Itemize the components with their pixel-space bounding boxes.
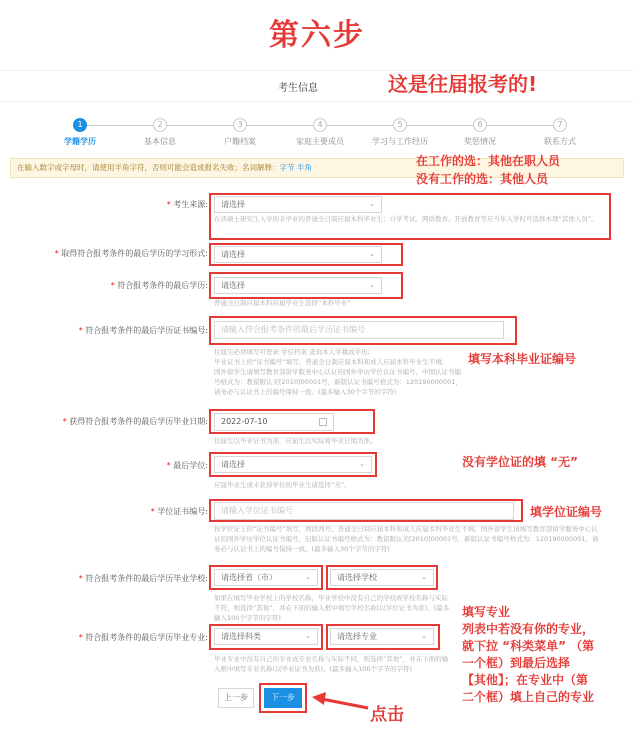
tip-text: 在输入数字或字母时，请使用半角字符，否则可能会造成报名失败；名词解释： (17, 163, 280, 172)
last-degree-help: 普通全日制应届本科应届毕业生选择“本科毕业” (214, 299, 351, 307)
cert-no-input[interactable]: 请输入符合报考条件的最后学历证书编号 (214, 321, 504, 339)
last-degree-select[interactable]: 请选择 ⌄ (214, 277, 382, 294)
degree-select[interactable]: 请选择 ⌄ (214, 456, 372, 473)
step-2[interactable]: 2 基本信息 (144, 120, 176, 146)
chevron-down-icon: ⌄ (369, 250, 375, 258)
step-5[interactable]: 5 学习与工作经历 (372, 120, 428, 146)
grad-date-help: 往届生以毕业证书为准，应届生以实际将毕业日期为准。 (214, 437, 377, 445)
step-progress-bar (40, 114, 600, 148)
chevron-down-icon: ⌄ (359, 460, 365, 468)
school-help: 如果在填写毕业学校上的学校名称，毕业学校中没有自己的学校或学校名称与实际不符，则选择“其他”，并在下面的输入框中填写学校名称(以学位证书为准)。(最多输入100个字节的字符) (214, 594, 450, 622)
chevron-down-icon: ⌄ (369, 200, 375, 208)
prev-button[interactable]: 上一步 (218, 688, 254, 708)
click-annotation: 点击 (370, 705, 404, 725)
study-form-select[interactable]: 请选择 ⌄ (214, 246, 382, 263)
degree-cert-label: * 学位证书编号: (150, 507, 208, 516)
grad-date-label: * 获得符合报考条件的最后学历毕业日期: (62, 417, 208, 426)
source-label: * 考生来源: (166, 200, 208, 209)
step-6[interactable]: 6 奖惩情况 (464, 120, 496, 146)
category-select[interactable]: 请选择科类 ⌄ (214, 628, 318, 645)
work-annotation-2: 没有工作的选：其他人员 (416, 172, 549, 186)
chevron-down-icon: ⌄ (305, 573, 311, 581)
calendar-icon (319, 418, 327, 426)
degree-label: * 最后学位: (166, 461, 208, 470)
glossary-link[interactable]: 字节 半角 (279, 163, 312, 172)
degree-cert-input[interactable]: 请输入学位证书编号 (214, 502, 514, 520)
cert-no-help: 往届生必须填写可登录 学信档案 查询本人学籍或学历; 毕业证书上的“证书编号”填写，普通全日制应届本科和成人应届本科毕业生不填; 国外留学生请填写教育部留学服务中心认证的国外学历学位认证书编号，中国认证书编号格式为：教留服认美[2010]00001号，新版认证书编号格式为：120190000001，请务必与认证书上的编号保持一致。(最多输入30个字节的字符) (214, 348, 462, 396)
cert-no-label: * 符合报考条件的最后学历证书编号: (78, 326, 208, 335)
source-help: 在读硕士研究生入学的非毕业的普通全日制应届本科毕业生；自学考试、网络教育、开放教育等应当年入学时可选择本项“其他人员”。 (214, 215, 598, 223)
chevron-down-icon: ⌄ (421, 573, 427, 581)
major-help: 毕业专业中没有自己的专业或专业名称与实际不同，则选择“其他”，并在下面的输入框中填写专业名称(以毕业证书为准)。(最多输入100个字节的字符) (214, 655, 449, 673)
step-title-annotation: 第六步 (269, 18, 365, 53)
page-title: 考生信息 (278, 83, 318, 94)
step-7[interactable]: 7 联系方式 (544, 120, 576, 146)
chevron-down-icon: ⌄ (305, 632, 311, 640)
chevron-down-icon: ⌄ (421, 632, 427, 640)
school-label: * 符合报考条件的最后学历毕业学校: (78, 574, 208, 583)
province-select[interactable]: 请选择省（市） ⌄ (214, 569, 318, 586)
step-4[interactable]: 4 家庭主要成员 (296, 120, 344, 146)
last-degree-label: * 符合报考条件的最后学历: (110, 281, 208, 290)
arrow-icon (310, 690, 370, 714)
cert-annotation: 填写本科毕业证编号 (468, 352, 577, 366)
source-select[interactable]: 请选择 ⌄ (214, 196, 382, 213)
degree-help: 应届毕业生或未获得学位的毕业生请选择“无”。 (214, 481, 351, 489)
school-select[interactable]: 请选择学校 ⌄ (330, 569, 434, 586)
study-form-label: * 取得符合报考条件的最后学历的学习形式: (54, 249, 208, 258)
major-label: * 符合报考条件的最后学历毕业专业: (78, 633, 208, 642)
degree-cert-annotation: 填学位证编号 (530, 505, 603, 519)
step-1[interactable]: 1 学籍学历 (64, 120, 96, 146)
major-select[interactable]: 请选择专业 ⌄ (330, 628, 434, 645)
work-annotation-1: 在工作的选：其他在职人员 (416, 154, 561, 168)
degree-annotation: 没有学位证的填 “无” (462, 455, 578, 469)
degree-cert-help: 按学位证上的“证书编号”填写，两段两号，普通全日制应届本科和成人应届本科毕业生不填；国外留学生请填写教育部留学服务中心认证的国外学历学位认证书编号，旧版认证书编号格式为：教留服认美[2010]00001号，新版认证书编号格式为：120190000001，请务必与认证书上的编号保持一致。(最多输入30个字节的字符) (214, 525, 599, 553)
previous-years-annotation: 这是往届报考的! (388, 72, 538, 96)
major-annotation: 填写专业 列表中若没有你的专业， 就下拉 “科类菜单” （第 一个框）到最后选择 【其他】；在专业中（第 二个框）填上自己的专业 (462, 605, 595, 704)
grad-date-input[interactable]: 2022-07-10 (214, 413, 334, 431)
step-3[interactable]: 3 户籍档案 (224, 120, 256, 146)
chevron-down-icon: ⌄ (369, 281, 375, 289)
next-button[interactable]: 下一步 (264, 688, 302, 708)
